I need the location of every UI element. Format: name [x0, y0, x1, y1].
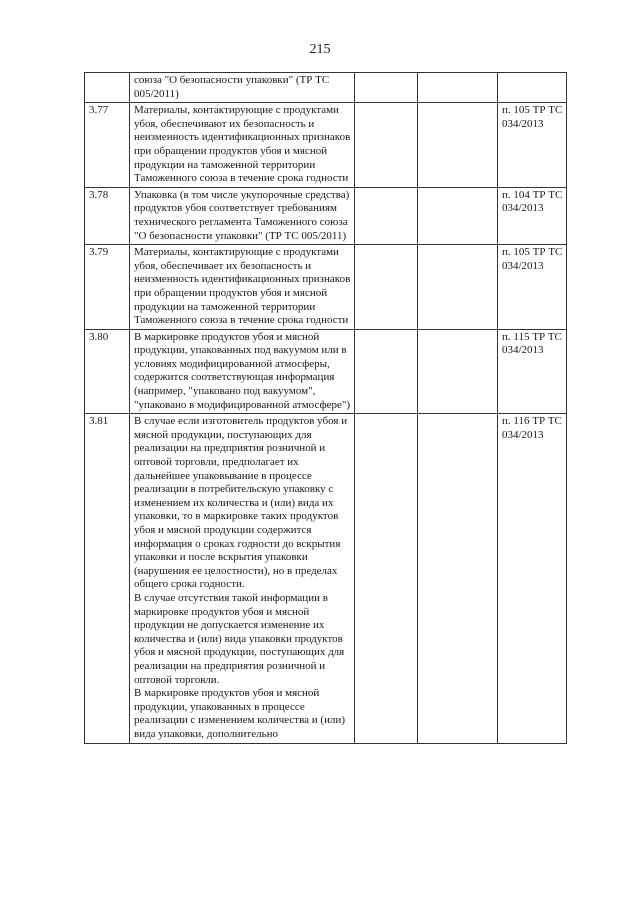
- requirement-text: [130, 73, 355, 103]
- empty-cell: [418, 103, 498, 188]
- item-number: 3.77: [85, 103, 130, 188]
- table-row: [85, 245, 567, 330]
- reference-cell: п. 115 ТР ТС 034/2013: [498, 329, 567, 414]
- page-number: 215: [309, 42, 331, 57]
- table-row: [85, 187, 567, 244]
- requirement-text: [130, 103, 355, 188]
- empty-cell: [418, 414, 498, 743]
- table-row: [85, 414, 567, 743]
- requirements-table: [84, 72, 567, 744]
- requirement-paragraph: В маркировке продуктов убоя и мясной продукции, упакованных в процессе реализации с изменением количества и (или) вида упаковки, дополнительно: [134, 687, 345, 740]
- empty-cell: [355, 414, 418, 743]
- item-number: 3.81: [85, 414, 130, 743]
- empty-cell: [418, 245, 498, 330]
- table-row: [85, 329, 567, 414]
- empty-cell: [355, 329, 418, 414]
- requirement-text: [130, 245, 355, 330]
- empty-cell: [418, 329, 498, 414]
- requirement-paragraph: Материалы, контактирующие с продуктами убоя, обеспечивают их безопасность и неизменность идентификационных признаков при обращении продуктов убоя и мясной продукции на таможенной территории Таможенного союза в течение срока годности: [134, 104, 351, 185]
- table-row: [85, 73, 567, 103]
- empty-cell: [418, 187, 498, 244]
- empty-cell: [355, 245, 418, 330]
- item-number: [85, 73, 130, 103]
- requirement-paragraph: В маркировке продуктов убоя и мясной продукции, упакованных под вакуумом или в условиях модифицированной атмосферы, содержится соответствующая информация (например, "упаковано под вакуумом", "упаковано в модифицированной атмосфере"): [134, 330, 351, 411]
- reference-cell: п. 105 ТР ТС 034/2013: [498, 245, 567, 330]
- empty-cell: [355, 187, 418, 244]
- item-number: 3.78: [85, 187, 130, 244]
- reference-cell: п. 116 ТР ТС 034/2013: [498, 414, 567, 743]
- requirement-text: [130, 329, 355, 414]
- requirement-paragraph: союза "О безопасности упаковки" (ТР ТС 005/2011): [134, 74, 330, 100]
- requirement-paragraph: В случае если изготовитель продуктов убоя и мясной продукции, поступающих для реализации на предприятия розничной и оптовой торговли, предполагает их дальнейшее упаковывание в процессе реализации в потребительскую упаковку с изменением их количества и (или) вида их упаковки, то в маркировке таких продуктов убоя и мясной продукции содержится информация о сроках годности до вскрытия упаковки и после вскрытия упаковки (нарушения ее целостности), но в пределах общего срока годности.: [134, 415, 348, 591]
- requirement-paragraph: Упаковка (в том числе укупорочные средства) продуктов убоя соответствует требованиям технического регламента Таможенного союза "О безопасности упаковки" (ТР ТС 005/2011): [134, 188, 350, 242]
- empty-cell: [355, 73, 418, 103]
- reference-cell: п. 104 ТР ТС 034/2013: [498, 187, 567, 244]
- reference-cell: [498, 73, 567, 103]
- requirement-paragraph: В случае отсутствия такой информации в маркировке продуктов убоя и мясной продукции не допускается изменение их количества и (или) вида упаковки продуктов убоя и мясной продукции, поступающих для реализации на предприятия розничной и оптовой торговли.: [134, 591, 345, 686]
- item-number: 3.79: [85, 245, 130, 330]
- item-number: 3.80: [85, 329, 130, 414]
- empty-cell: [355, 103, 418, 188]
- empty-cell: [418, 73, 498, 103]
- requirement-text: [130, 414, 355, 743]
- requirement-paragraph: Материалы, контактирующие с продуктами убоя, обеспечивает их безопасность и неизменность идентификационных признаков при обращении продуктов убоя и мясной продукции на таможенной территории Таможенного союза в течение срока годности: [134, 246, 351, 327]
- requirement-text: [130, 187, 355, 244]
- reference-cell: п. 105 ТР ТС 034/2013: [498, 103, 567, 188]
- table-row: [85, 103, 567, 188]
